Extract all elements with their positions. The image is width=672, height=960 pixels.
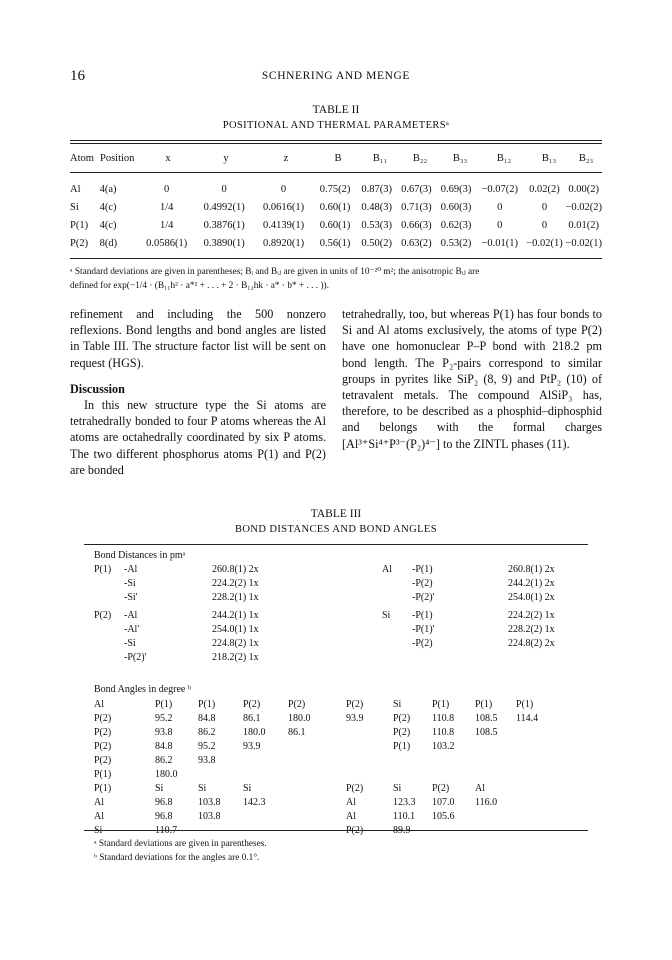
table2-cell: 4(a)	[99, 183, 117, 195]
table2-cell: Al	[70, 183, 81, 195]
distance-partner: -P(2)'	[124, 652, 147, 663]
angle-cell: 95.2	[198, 741, 216, 752]
table2-header-cell: B₁₃	[541, 152, 557, 164]
distance-partner: -Al	[124, 610, 138, 621]
angle-cell: P(2)	[94, 755, 112, 766]
table2-cell: −0.02(1)	[565, 237, 602, 249]
angle-cell: 96.8	[155, 811, 173, 822]
distance-value: 218.2(2) 1x	[212, 652, 259, 663]
left-column	[70, 306, 326, 478]
table2-cell: Si	[70, 201, 79, 213]
angle-cell: Al	[94, 811, 104, 822]
angle-cell: 86.1	[243, 713, 261, 724]
angle-cell: P(2)	[243, 699, 261, 710]
page-header	[0, 68, 672, 86]
angle-cell: 103.8	[198, 811, 221, 822]
angle-cell: Al	[94, 699, 104, 710]
angle-cell: P(1)	[432, 699, 450, 710]
angle-cell: 114.4	[516, 713, 539, 724]
table2-cell: 0.60(1)	[319, 201, 351, 213]
table2-cell: −0.02(1)	[526, 237, 563, 249]
table2-header-cell: y	[223, 152, 229, 164]
table2-cell: 0.53(2)	[440, 237, 472, 249]
distance-partner: -P(1)	[412, 610, 433, 621]
angle-cell: P(1)	[393, 741, 411, 752]
angle-cell: Si	[393, 699, 402, 710]
distance-value: 244.2(1) 1x	[212, 610, 259, 621]
angle-cell: 103.8	[198, 797, 221, 808]
table2-header-cell: Position	[100, 152, 135, 164]
angle-cell: 107.0	[432, 797, 455, 808]
running-head: SCHNERING AND MENGE	[261, 70, 411, 82]
angle-cell: P(2)	[393, 727, 411, 738]
angle-cell: 93.9	[346, 713, 364, 724]
table2-cell: P(1)	[70, 219, 89, 231]
table3-top-rule	[84, 544, 588, 545]
right-column	[342, 306, 602, 452]
table2-cell: 0.01(2)	[568, 219, 600, 231]
distance-value: 254.0(1) 1x	[212, 624, 259, 635]
angle-cell: 110.8	[432, 727, 455, 738]
angle-cell: Al	[346, 797, 356, 808]
table2-cell: P(2)	[70, 237, 89, 249]
angle-cell: P(1)	[516, 699, 534, 710]
table2-cell: 0.02(2)	[529, 183, 560, 195]
table2-header-rule	[70, 172, 602, 173]
distance-value: 254.0(1) 2x	[508, 592, 555, 603]
angle-cell: 110.1	[393, 811, 416, 822]
angle-cell: 86.2	[198, 727, 216, 738]
distance-atom: P(1)	[94, 564, 112, 575]
distance-partner: -P(2)	[412, 638, 433, 649]
table2-footnote-line2: defined for exp(−1/4 · (B₁₁h² · a*² + . . . + 2 · B₁₂hk · a* · b* + . . . )).	[70, 281, 329, 291]
table2-footnote-line1: ᵃ Standard deviations are given in parentheses; Bᵢ and Bᵢⱼ are given in units of 10⁻²⁰ m²; the anisotropic Bᵢⱼ are	[70, 267, 480, 277]
table2-cell: −0.01(1)	[481, 237, 519, 249]
table2-footnote	[70, 265, 602, 293]
table2-subtitle: POSITIONAL AND THERMAL PARAMETERSᵃ	[222, 120, 450, 131]
angle-cell: Al	[346, 811, 356, 822]
angle-cell: 93.9	[243, 741, 261, 752]
table2-cell: −0.02(2)	[565, 201, 602, 213]
distance-value: 224.8(2) 2x	[508, 638, 555, 649]
table2-caption: TABLE II	[312, 104, 360, 116]
angle-cell: 110.7	[155, 825, 178, 836]
table2-body	[70, 180, 602, 252]
table2-cell: 0	[541, 219, 548, 231]
table2-cell: 1/4	[159, 219, 174, 231]
angle-cell: 86.2	[155, 755, 173, 766]
angle-cell: 103.2	[432, 741, 455, 752]
angle-cell: P(1)	[94, 783, 112, 794]
angle-cell: P(1)	[475, 699, 493, 710]
angle-cell: 142.3	[243, 797, 266, 808]
table2-cell: 0.48(3)	[361, 201, 392, 213]
table2-cell: 8(d)	[99, 237, 118, 249]
table2-cell: 0	[497, 219, 503, 231]
table2-header-cell: z	[283, 152, 289, 164]
table2-cell: 4(c)	[99, 201, 117, 213]
table-row	[70, 198, 602, 216]
section-heading-discussion: Discussion	[70, 381, 125, 396]
distance-partner: -Si'	[124, 592, 138, 603]
angle-cell: Al	[475, 783, 485, 794]
distance-partner: -Al'	[124, 624, 140, 635]
table2-header-cell: Atom	[70, 152, 94, 164]
table2-top-rule-2	[70, 143, 602, 144]
table2-cell: 0	[164, 183, 170, 195]
table2-header	[70, 150, 602, 166]
table3-bottom-rule	[84, 830, 588, 831]
angle-cell: 86.1	[288, 727, 306, 738]
table2-cell: 0.62(3)	[440, 219, 472, 231]
angle-cell: P(2)	[94, 741, 112, 752]
table2-cell: 0.3890(1)	[203, 237, 245, 249]
table2-cell: 0	[280, 183, 287, 195]
distance-atom: P(2)	[94, 610, 112, 621]
table2-cell: 0.00(2)	[568, 183, 600, 195]
angle-cell: P(2)	[346, 699, 364, 710]
table2-cell: 0.0586(1)	[146, 237, 188, 249]
table2-header-cell: x	[165, 152, 171, 164]
angle-cell: Si	[198, 783, 207, 794]
angle-cell: 89.9	[393, 825, 411, 836]
distance-value: 228.2(2) 1x	[508, 624, 555, 635]
table3-footnotes	[94, 837, 267, 865]
distance-atom: Al	[382, 564, 392, 575]
table-row	[70, 180, 602, 198]
angle-cell: 93.8	[155, 727, 173, 738]
angle-cell: Si	[94, 825, 103, 836]
table2-cell: 0.50(2)	[361, 237, 392, 249]
table-row	[70, 234, 602, 252]
table2-cell: 0.75(2)	[319, 183, 351, 195]
table2-cell: 0.71(3)	[401, 201, 432, 213]
distance-value: 244.2(1) 2x	[508, 578, 555, 589]
angle-cell: 180.0	[155, 769, 178, 780]
angle-cell: P(1)	[198, 699, 216, 710]
distance-value: 224.2(2) 1x	[212, 578, 259, 589]
left-paragraph-2: In this new structure type the Si atoms are tetrahedrally bonded to four P atoms whereas the Al atoms are octahedrally coordinated by six P atoms. The two different phosphorus atoms P(1) and P(2) are bonded	[70, 398, 326, 477]
table2-cell: 0.66(3)	[401, 219, 432, 231]
table2-cell: 0.4992(1)	[203, 201, 245, 213]
angle-cell: 95.2	[155, 713, 173, 724]
distance-partner: -Si	[124, 578, 136, 589]
table2-cell: 1/4	[159, 201, 174, 213]
table-row	[70, 216, 602, 234]
table2-cell: 0.67(3)	[401, 183, 432, 195]
distance-partner: -Al	[124, 564, 138, 575]
distance-value: 228.2(1) 1x	[212, 592, 259, 603]
table2-cell: 0.87(3)	[361, 183, 392, 195]
distance-value: 224.2(2) 1x	[508, 610, 555, 621]
distance-value: 260.8(1) 2x	[212, 564, 259, 575]
angle-cell: 110.8	[432, 713, 455, 724]
left-paragraph-1: refinement and including the 500 nonzero reflexions. Bond lengths and bond angles are listed in Table III. The structure factor list will be sent on request (HGS).	[70, 307, 326, 370]
table2-cell: 0.56(1)	[319, 237, 351, 249]
table2-top-rule	[70, 140, 602, 141]
angle-cell: 93.8	[198, 755, 216, 766]
angle-cell: P(2)	[346, 825, 364, 836]
angles-title: Bond Angles in degree ᵇ	[94, 684, 191, 695]
table2-cell: 4(c)	[99, 219, 117, 231]
table3-footnote-a: ᵃ Standard deviations are given in parentheses.	[94, 839, 267, 849]
right-paragraph: tetrahedrally, too, but whereas P(1) has four bonds to Si and Al atoms exclusively, the atoms of type P(2) have one homonuclear P–P bond with 218.2 pm bond length. The P₂-pairs correspond to similar groups in pyrites like SiP₂ (8, 9) and PtP₂ (10) of tetravalent metals. The compound AlSiP₃ has, therefore, to be described as a phosphid–diphosphid and belongs with the formal charges [Al³⁺Si⁴⁺P³⁻(P₂)⁴⁻] to the ZINTL phases (11).	[342, 307, 602, 451]
table2-header-cell: B₁₂	[496, 152, 512, 164]
table2-cell: 0.8920(1)	[262, 237, 305, 249]
distance-partner: -P(1)'	[412, 624, 435, 635]
angle-cell: P(2)	[94, 713, 112, 724]
angle-cell: 116.0	[475, 797, 498, 808]
angle-cell: P(2)	[94, 727, 112, 738]
distance-partner: -P(2)'	[412, 592, 435, 603]
table2-cell: −0.07(2)	[481, 183, 519, 195]
angle-cell: 123.3	[393, 797, 416, 808]
table2-header-cell: B₂₂	[412, 152, 428, 164]
table2-cell: 0.60(1)	[319, 219, 351, 231]
table3-caption: TABLE III	[310, 508, 362, 520]
table2-header-cell: B₃₃	[452, 152, 468, 164]
table2-cell: 0.3876(1)	[203, 219, 245, 231]
angle-cell: P(2)	[393, 713, 411, 724]
distance-atom: Si	[382, 610, 391, 621]
distance-partner: -Si	[124, 638, 136, 649]
table2-cell: 0	[221, 183, 227, 195]
angle-cell: Al	[94, 797, 104, 808]
angle-cell: Si	[155, 783, 164, 794]
angle-cell: 105.6	[432, 811, 455, 822]
angle-cell: 108.5	[475, 727, 498, 738]
angle-cell: 84.8	[155, 741, 173, 752]
angle-cell: P(2)	[346, 783, 364, 794]
table3-footnote-b: ᵇ Standard deviations for the angles are 0.1°.	[94, 853, 260, 863]
angle-cell: Si	[393, 783, 402, 794]
distance-partner: -P(1)	[412, 564, 433, 575]
table2-header-cell: B₂₃	[578, 152, 594, 164]
table2-cell: 0.4139(1)	[262, 219, 305, 231]
distance-value: 224.8(2) 1x	[212, 638, 259, 649]
angle-cell: P(2)	[432, 783, 450, 794]
angle-cell: P(2)	[288, 699, 306, 710]
table2-cell: 0	[497, 201, 503, 213]
table2-cell: 0.60(3)	[440, 201, 472, 213]
angle-cell: P(1)	[94, 769, 112, 780]
angle-cell: 180.0	[243, 727, 266, 738]
table3-subtitle: BOND DISTANCES AND BOND ANGLES	[235, 524, 437, 535]
angle-cell: 180.0	[288, 713, 311, 724]
distance-partner: -P(2)	[412, 578, 433, 589]
angle-cell: 84.8	[198, 713, 216, 724]
angle-cell: 96.8	[155, 797, 173, 808]
table2-header-cell: B	[334, 152, 342, 164]
table2-header-cell: B₁₁	[372, 152, 388, 164]
angle-cell: Si	[243, 783, 252, 794]
distances-title: Bond Distances in pmᵃ	[94, 550, 186, 561]
table2-cell: 0.53(3)	[361, 219, 392, 231]
angle-cell: P(1)	[155, 699, 173, 710]
distance-value: 260.8(1) 2x	[508, 564, 555, 575]
table2-bottom-rule	[70, 258, 602, 259]
table2-cell: 0.63(2)	[401, 237, 432, 249]
table2-cell: 0.69(3)	[440, 183, 472, 195]
page-number: 16	[70, 68, 85, 84]
table2-cell: 0.0616(1)	[262, 201, 305, 213]
table2-cell: 0	[541, 201, 548, 213]
angle-cell: 108.5	[475, 713, 498, 724]
